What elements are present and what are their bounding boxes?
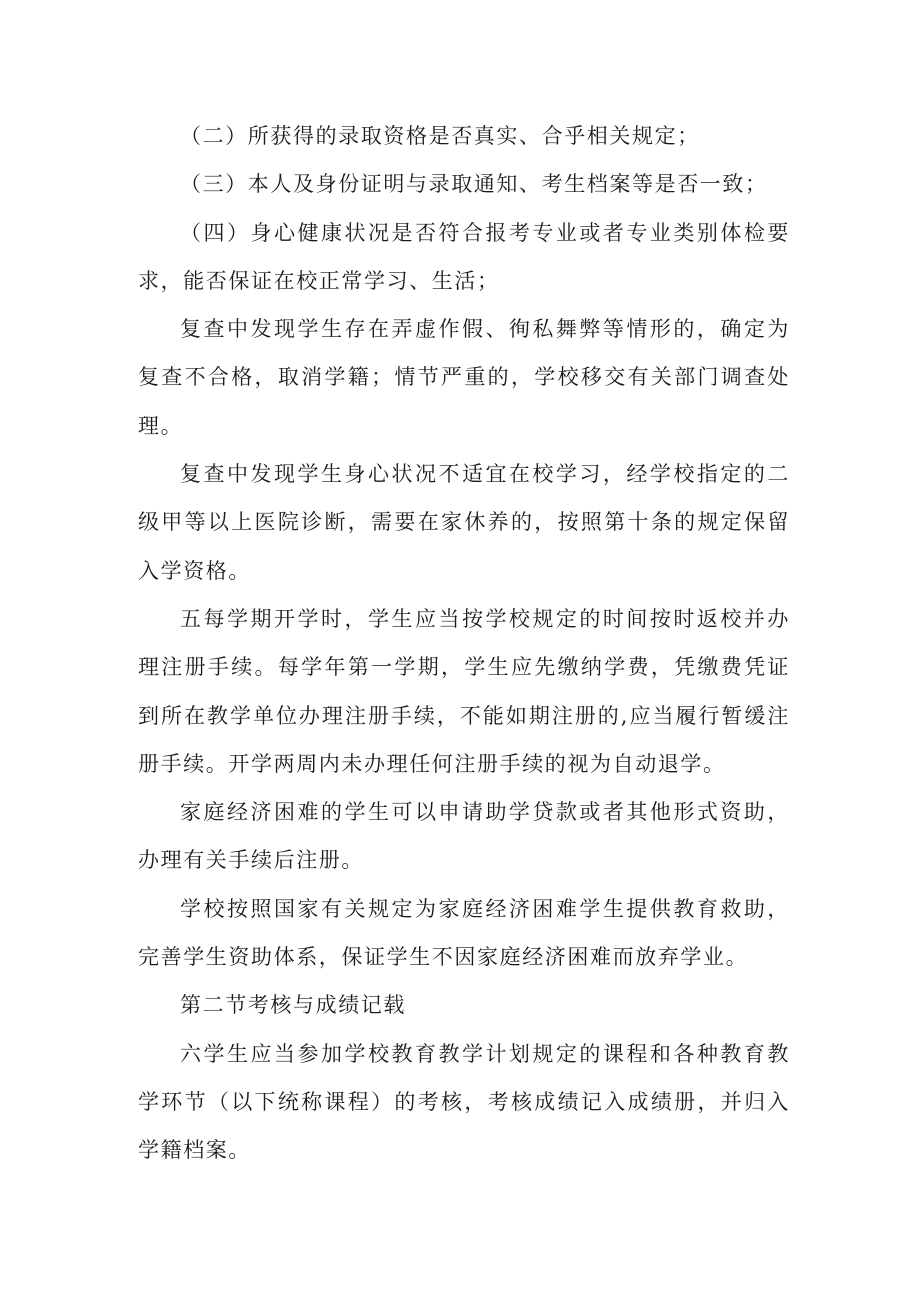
paragraph-assessment: 六学生应当参加学校教育教学计划规定的课程和各种教育教学环节（以下统称课程）的考核，考核成绩记入成绩册，并归入学籍档案。 [138,1041,790,1163]
document-body [138,112,790,1175]
paragraph-admission-qualification: （二）所获得的录取资格是否真实、合乎相关规定； [180,124,700,148]
paragraph-identity-consistency: （三）本人及身份证明与录取通知、考生档案等是否一致； [180,172,768,197]
paragraph-registration: 五每学期开学时，学生应当按学校规定的时间按时返校并办理注册手续。每学年第一学期，学生应先缴纳学费，凭缴费凭证到所在教学单位办理注册手续，不能如期注册的,应当履行暂缓注册手续。开学两周内未办理任何注册手续的视为自动退学。 [138,606,790,776]
paragraph-financial-aid: 家庭经济困难的学生可以申请助学贷款或者其他形式资助，办理有关手续后注册。 [138,800,790,873]
paragraph-health-review: 复查中发现学生身心状况不适宜在校学习，经学校指定的二级甲等以上医院诊断，需要在家休养的，按照第十条的规定保留入学资格。 [138,462,790,583]
paragraph-education-assistance: 学校按照国家有关规定为家庭经济困难学生提供教育救助，完善学生资助体系，保证学生不因家庭经济困难而放弃学业。 [138,896,790,970]
paragraph-health-status: （四）身心健康状况是否符合报考专业或者专业类别体检要求，能否保证在校正常学习、生活； [138,220,790,293]
section-heading: 第二节考核与成绩记载 [180,993,406,1018]
paragraph-fraud-review: 复查中发现学生存在弄虚作假、徇私舞弊等情形的，确定为复查不合格，取消学籍；情节严重的，学校移交有关部门调查处理。 [138,317,790,438]
